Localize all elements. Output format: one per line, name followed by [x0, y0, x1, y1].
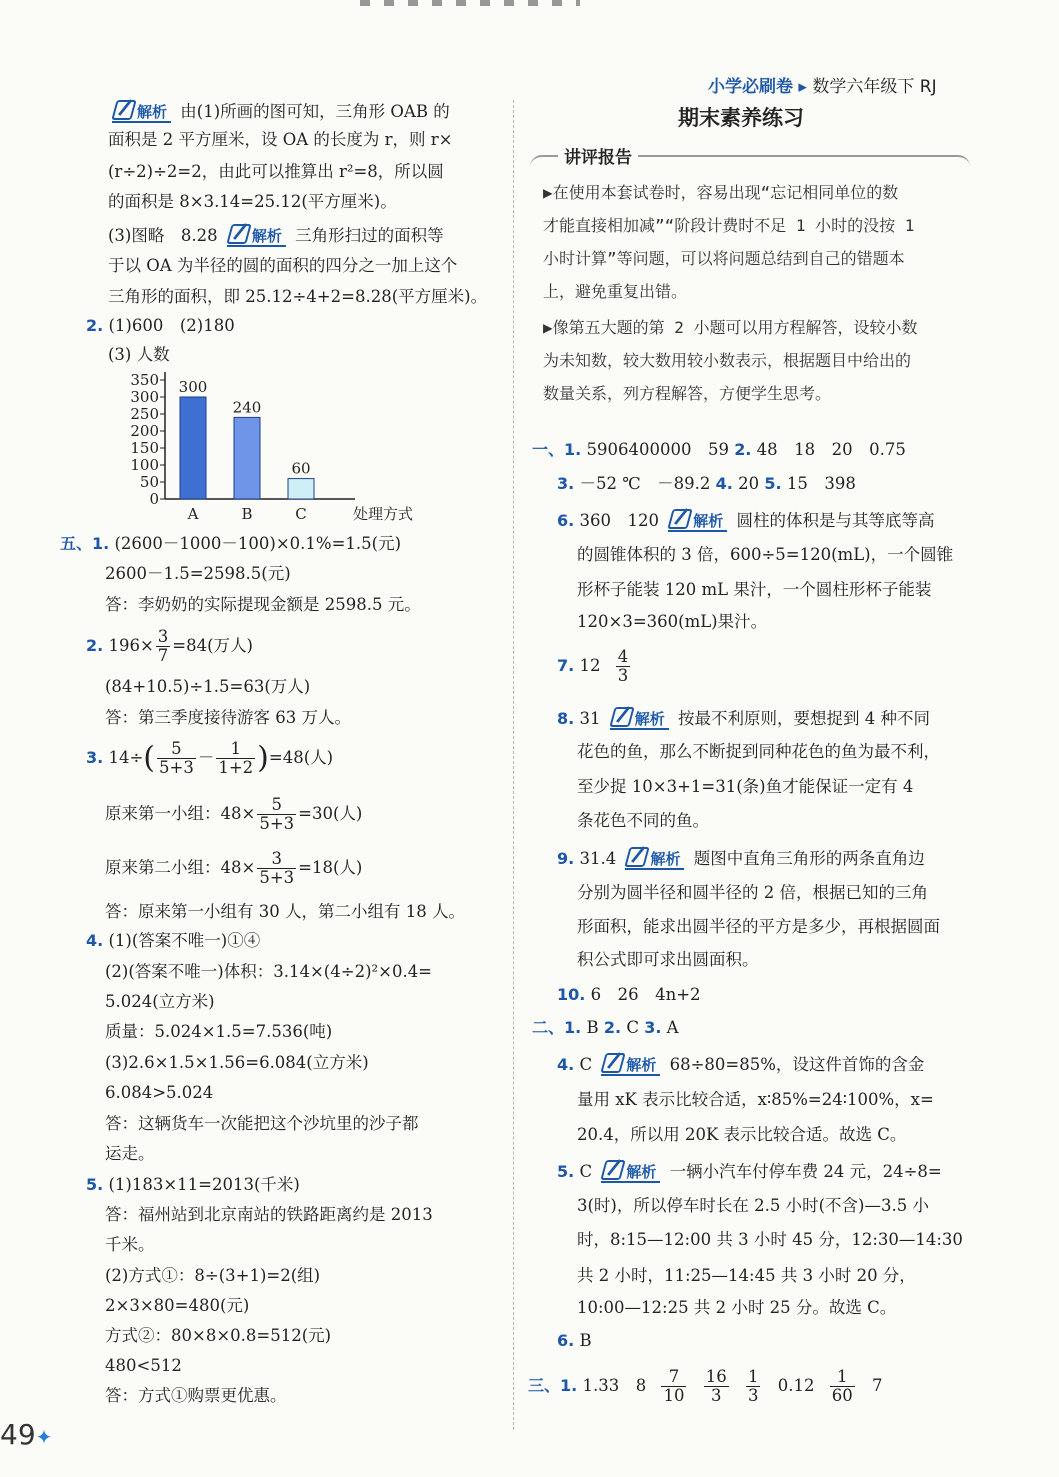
report-line: 上，避免重复出错。	[543, 282, 688, 301]
answer-line: 至少捉 10×3+1=31(条)鱼才能保证一定有 4	[577, 777, 914, 796]
question-number: 2.	[86, 636, 104, 655]
answer-line: 4. (1)(答案不唯一)①④	[86, 931, 261, 950]
answer-line: 解析 由(1)所画的图可知，三角形 OAB 的	[108, 100, 450, 123]
section-number: 二、1.	[532, 1018, 582, 1037]
report-line: ▶在使用本套试卷时，容易出现“忘记相同单位的数	[543, 183, 899, 202]
subject-label: 数学六年级下 RJ	[812, 77, 937, 97]
question-number: 3.	[86, 748, 104, 767]
section-number: 五、1.	[60, 534, 110, 553]
answer-line: 答：方式①购票更优惠。	[105, 1386, 287, 1405]
answer-line: 5.024(立方米)	[105, 992, 215, 1011]
review-report-title: 讲评报告	[558, 143, 638, 168]
answer-line: 三角形的面积，即 25.12÷4+2=8.28(平方厘米)。	[108, 287, 488, 306]
answer-line: 一、1. 5906400000 59 2. 48 18 20 0.75	[532, 440, 906, 459]
report-line: ▶像第五大题的第 2 小题可以用方程解答，设较小数	[543, 318, 918, 337]
answer-line: 形面积，能求出圆半径的平方是多少，再根据圆面	[577, 917, 940, 936]
answer-line: 质量：5.024×1.5=7.536(吨)	[105, 1022, 333, 1041]
answer-line: 6. B	[557, 1331, 592, 1350]
y-tick-label: 200	[130, 422, 159, 440]
answer-line: 3(时)，所以停车时长在 2.5 小时(不含)—3.5 小	[577, 1196, 929, 1215]
answer-line: (84+10.5)÷1.5=63(万人)	[105, 677, 311, 696]
fraction: $\frac{1}{60}$	[831, 1367, 853, 1405]
report-line: 才能直接相加减”“阶段计费时不足 1 小时的没按 1	[543, 216, 915, 235]
y-tick-label: 350	[130, 371, 159, 389]
fraction: $\frac{1}{3}$	[747, 1367, 759, 1405]
answer-line: 分别为圆半径和圆半径的 2 倍，根据已知的三角	[577, 883, 928, 902]
section-number: 一、1.	[532, 440, 582, 459]
analysis-tag: 解析	[112, 100, 171, 123]
analysis-tag: 解析	[227, 224, 286, 247]
x-tick-label: A	[187, 505, 199, 523]
pen-icon	[226, 224, 251, 244]
analysis-tag: 解析	[601, 1160, 660, 1183]
answer-line: 原来第二小组：48× $\frac{3}{5+3}$ =18(人)	[105, 849, 363, 887]
fraction: $\frac{7}{10}$	[663, 1367, 685, 1405]
answer-line: 量用 xK 表示比较合适，x∶85%=24∶100%，x=	[577, 1090, 934, 1109]
answer-line: 7. 12 $\frac{4}{3}$	[557, 647, 629, 685]
pen-icon	[601, 1053, 626, 1073]
y-tick-label: 150	[130, 439, 159, 457]
answer-line: 3. 14÷( $\frac{5}{5+3}$ － $\frac{1}{1+2}$ )=48(人)	[86, 739, 334, 777]
fraction: $\frac{3}{7}$	[157, 627, 169, 665]
answer-line: 10:00—12:25 共 2 小时 25 分。故选 C。	[577, 1298, 897, 1317]
answer-line: 20.4，所以用 20K 表示比较合适。故选 C。	[577, 1125, 907, 1144]
x-tick-label: C	[295, 505, 307, 523]
fraction: $\frac{1}{1+2}$	[218, 739, 254, 777]
answer-line: 2. 196× $\frac{3}{7}$ =84(万人)	[86, 627, 253, 665]
analysis-tag: 解析	[610, 707, 669, 730]
answer-line: 3. －52 ℃ －89.2 4. 20 5. 15 398	[557, 474, 856, 493]
answer-line: 二、1. B 2. C 3. A	[532, 1018, 679, 1037]
answer-line: 答：这辆货车一次能把这个沙坑里的沙子都	[105, 1114, 419, 1133]
answer-line: 共 2 小时，11:25—14:45 共 3 小时 20 分，	[577, 1266, 916, 1285]
section-number: 三、1.	[528, 1376, 578, 1395]
answer-line: (2)(答案不唯一)体积：3.14×(4÷2)²×0.4=	[105, 962, 433, 981]
answer-line: 三、1. 1.33 8 $\frac{7}{10}$ $\frac{16}{3}$ $\frac{1}{3}$ 0.12 $\frac{1}{60}$ 7	[528, 1367, 883, 1405]
fraction: $\frac{3}{5+3}$	[259, 849, 295, 887]
analysis-tag: 解析	[668, 509, 727, 532]
answer-line: 的面积是 8×3.14=25.12(平方厘米)。	[108, 192, 397, 211]
answer-line: 形杯子能装 120 mL 果汁，一个圆柱形杯子能装	[577, 580, 932, 599]
answer-line: 于以 OA 为半径的圆的面积的四分之一加上这个	[108, 256, 458, 275]
header-arrow-icon: ▸	[798, 77, 807, 97]
answer-line: (3) 人数	[108, 345, 170, 364]
answer-line: 480<512	[105, 1356, 182, 1375]
report-line: 小时计算”等问题，可以将问题总结到自己的错题本	[543, 249, 905, 268]
brand-name: 小学必刷卷	[708, 77, 793, 97]
running-header	[708, 72, 937, 97]
answer-line: 2×3×80=480(元)	[105, 1296, 250, 1315]
answer-line: 千米。	[105, 1235, 155, 1254]
answer-line: 6. 360 120 解析 圆柱的体积是与其等底等高	[557, 511, 935, 530]
answer-line: 2. (1)600 (2)180	[86, 316, 235, 335]
x-tick-label: B	[241, 505, 253, 523]
answer-line: 方式②：80×8×0.8=512(元)	[105, 1326, 332, 1345]
pen-icon	[609, 707, 634, 727]
answer-line: 8. 31 解析 按最不利原则，要想捉到 4 种不同	[557, 709, 930, 728]
y-tick-label: 100	[130, 456, 159, 474]
answer-line: (r÷2)÷2=2，由此可以推算出 r²=8，所以圆	[108, 162, 444, 181]
bar-A	[180, 397, 206, 499]
answer-line: 面积是 2 平方厘米，设 OA 的长度为 r，则 r×	[108, 130, 453, 149]
answer-line: 4. C 解析 68÷80=85%，设这件首饰的含金	[557, 1055, 925, 1074]
answer-line: 120×3=360(mL)果汁。	[577, 612, 768, 631]
answer-line: (3)2.6×1.5×1.56=6.084(立方米)	[105, 1053, 369, 1072]
y-tick-label: 250	[130, 405, 159, 423]
fraction: $\frac{4}{3}$	[617, 647, 629, 685]
report-line: 数量关系，列方程解答，方便学生思考。	[543, 384, 832, 403]
answer-line: 10. 6 26 4n+2	[557, 985, 701, 1004]
answer-line: (2)方式①：8÷(3+1)=2(组)	[105, 1266, 321, 1285]
question-number: 4.	[86, 931, 104, 950]
data-label: 300	[178, 378, 208, 396]
answer-line: 5. (1)183×11=2013(千米)	[86, 1175, 300, 1194]
report-line: 为未知数，较大数用较小数表示，根据题目中给出的	[543, 351, 912, 370]
answer-line: 9. 31.4 解析 题图中直角三角形的两条直角边	[557, 849, 925, 868]
question-number: 5.	[86, 1175, 104, 1194]
answer-line: 条花色不同的鱼。	[577, 811, 709, 830]
answer-line: 6.084>5.024	[105, 1083, 214, 1102]
question-number: 2.	[86, 316, 104, 335]
star-icon: ✦	[35, 1425, 53, 1449]
answer-line: 答：福州站到北京南站的铁路距离约是 2013	[105, 1205, 433, 1224]
section-title: 期末素养练习	[678, 106, 804, 130]
page-number: 49✦	[0, 1418, 53, 1451]
pen-icon	[111, 100, 136, 120]
answer-line: 答：李奶奶的实际提现金额是 2598.5 元。	[105, 595, 421, 614]
top-decoration	[360, 0, 580, 6]
answer-line: (3)图略 8.28 解析 三角形扫过的面积等	[108, 226, 444, 245]
answer-line: 的圆锥体积的 3 倍，600÷5=120(mL)，一个圆锥	[577, 545, 954, 564]
column-divider	[513, 100, 514, 1430]
bar-C	[288, 479, 314, 499]
bar-chart	[110, 360, 430, 530]
y-tick-label: 0	[149, 490, 159, 508]
bar-B	[234, 417, 260, 499]
fraction: $\frac{5}{5+3}$	[159, 739, 194, 777]
analysis-tag: 解析	[625, 847, 684, 870]
pen-icon	[601, 1160, 626, 1180]
answer-line: 答：原来第一小组有 30 人，第二小组有 18 人。	[105, 902, 465, 921]
analysis-tag: 解析	[601, 1053, 660, 1076]
answer-line: 积公式即可求出圆面积。	[577, 950, 759, 969]
y-tick-label: 50	[139, 473, 159, 491]
fraction: $\frac{16}{3}$	[705, 1367, 727, 1405]
answer-line: 2600－1.5=2598.5(元)	[105, 564, 291, 583]
answer-line: 原来第一小组：48× $\frac{5}{5+3}$ =30(人)	[105, 795, 363, 833]
data-label: 60	[291, 459, 311, 478]
answer-line: 运走。	[105, 1144, 155, 1163]
y-tick-label: 300	[130, 388, 159, 406]
pen-icon	[625, 847, 650, 867]
x-axis-label: 处理方式	[353, 505, 414, 523]
answer-line: 五、1. (2600－1000－100)×0.1%=1.5(元)	[60, 534, 402, 553]
answer-line: 答：第三季度接待游客 63 万人。	[105, 708, 351, 727]
data-label: 240	[232, 398, 262, 417]
answer-line: 时，8:15—12:00 共 3 小时 45 分，12:30—14:30	[577, 1230, 963, 1249]
answer-line: 花色的鱼，那么不断捉到同种花色的鱼为最不利，	[577, 742, 940, 761]
pen-icon	[668, 509, 693, 529]
fraction: $\frac{5}{5+3}$	[259, 795, 295, 833]
answer-line: 5. C 解析 一辆小汽车付停车费 24 元，24÷8=	[557, 1162, 942, 1181]
